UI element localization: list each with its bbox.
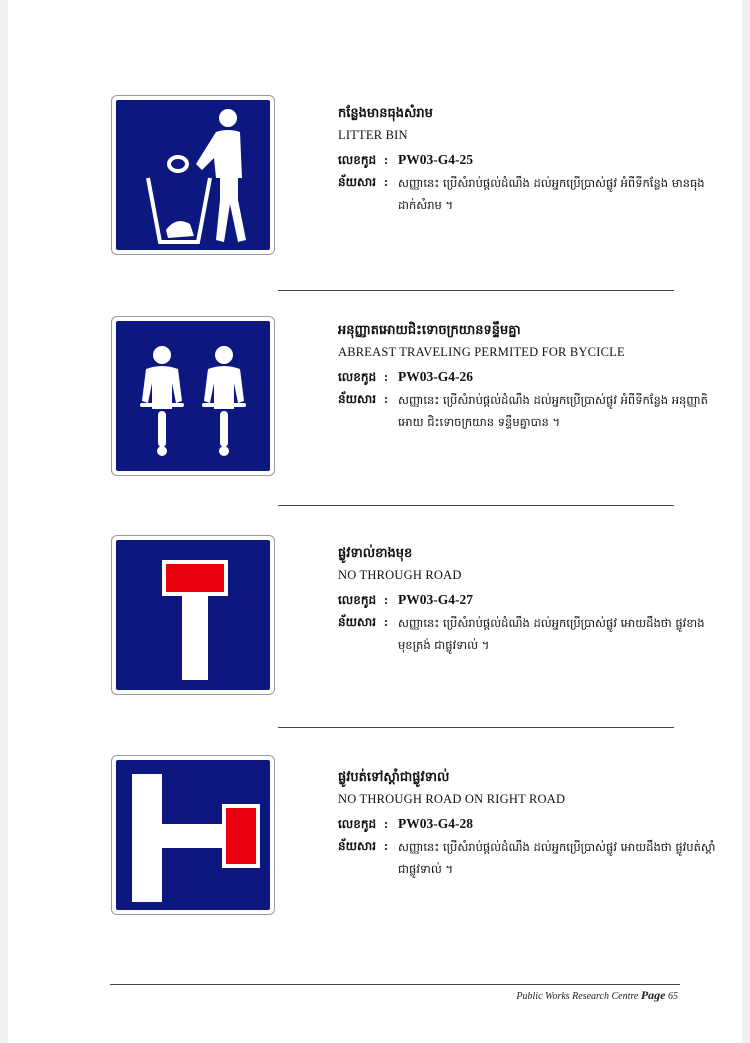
code-label: លេខកូដ [338,153,377,167]
sign-title-khmer: ផ្លូវបត់ទៅស្តាំជាផ្លូវទាល់ [338,770,450,785]
code-row [338,150,718,170]
section-divider [278,727,674,728]
footer-page-word: Page [640,988,666,1002]
sign-title-khmer: អនុញ្ញាតអោយជិះទោចក្រយានទន្ទឹមគ្នា [338,323,521,338]
page-footer [516,988,678,1003]
colon: : [384,817,389,831]
dead-end-right-sign-icon [112,756,274,914]
colon: : [384,392,389,406]
sign-code: PW03-G4-27 [398,592,473,607]
sign-code: PW03-G4-25 [398,152,473,167]
sign-title-english: LITTER BIN [338,128,408,142]
sign-title-khmer: កន្លែងមានធុងសំរាម [338,106,433,121]
sign-text-block [338,321,718,433]
sign-title-english: NO THROUGH ROAD ON RIGHT ROAD [338,792,566,806]
sign-text-block [338,544,718,656]
meaning-label: ន័យសារ [338,392,377,406]
colon: : [384,839,389,853]
code-label: លេខកូដ [338,593,377,607]
sign-text-block [338,104,718,216]
sign-meaning: សញ្ញានេះ ប្រើសំរាប់ផ្តល់ដំណឹង ដល់អ្នកប្រើប្រាស់ផ្លូវ អំពីទីកន្លែង អនុញ្ញាតិអោយ ជិះទោចក្រយាន ទន្ទឹមគ្នាបាន ។ [398,393,708,429]
colon: : [384,175,389,189]
meaning-row [338,836,718,880]
footer-divider [110,984,680,985]
litter-bin-sign-icon [112,96,274,254]
colon: : [384,593,389,607]
sign-meaning: សញ្ញានេះ ប្រើសំរាប់ផ្តល់ដំណឹង ដល់អ្នកប្រើប្រាស់ផ្លូវ អោយដឹងថា ផ្លូវបត់ស្តាំ ជាផ្លូវទាល់ ។ [398,840,716,876]
section-divider [278,505,674,506]
sign-title-english: NO THROUGH ROAD [338,568,462,582]
document-page [8,0,742,1043]
meaning-label: ន័យសារ [338,615,377,629]
footer-page-number: 65 [668,991,678,1002]
sign-text-block [338,768,718,880]
colon: : [384,370,389,384]
code-row [338,814,718,834]
code-label: លេខកូដ [338,817,377,831]
code-label: លេខកូដ [338,370,377,384]
sign-code: PW03-G4-26 [398,369,473,384]
sign-meaning: សញ្ញានេះ ប្រើសំរាប់ផ្តល់ដំណឹង ដល់អ្នកប្រើប្រាស់ផ្លូវ អំពីទីកន្លែង មានធុងដាក់សំរាម ។ [398,176,705,212]
meaning-row [338,172,718,216]
sign-code: PW03-G4-28 [398,816,473,831]
colon: : [384,153,389,167]
section-divider [278,290,674,291]
sign-title-english: ABREAST TRAVELING PERMITED FOR BYCICLE [338,345,625,359]
dead-end-sign-icon [112,536,274,694]
code-row [338,367,718,387]
colon: : [384,615,389,629]
footer-organization: Public Works Research Centre [516,991,639,1002]
code-row [338,590,718,610]
meaning-label: ន័យសារ [338,839,377,853]
sign-meaning: សញ្ញានេះ ប្រើសំរាប់ផ្តល់ដំណឹង ដល់អ្នកប្រើប្រាស់ផ្លូវ អោយដឹងថា ផ្លូវខាងមុខត្រង់ ជាផ្លូវទាល់ ។ [398,616,705,652]
sign-title-khmer: ផ្លូវទាល់ខាងមុខ [338,546,413,561]
meaning-row [338,389,718,433]
cyclists-abreast-sign-icon [112,317,274,475]
meaning-label: ន័យសារ [338,175,377,189]
meaning-row [338,612,718,656]
